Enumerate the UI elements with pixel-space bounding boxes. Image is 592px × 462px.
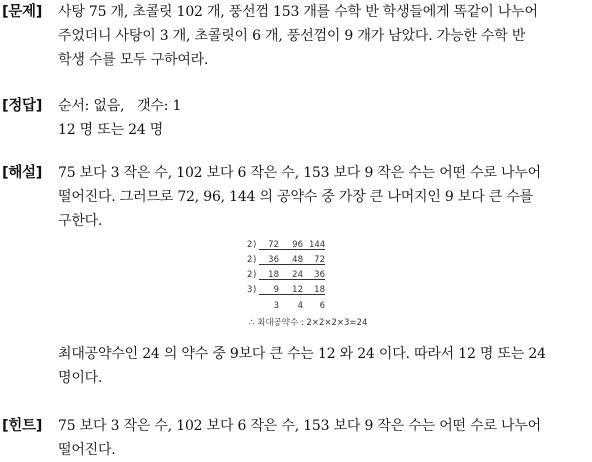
ladder-divisor: 3 [247,285,253,295]
problem-line: 주었더니 사탕이 3 개, 초콜릿이 6 개, 풍선껌이 9 개가 남았다. 가능한 수학 반 [58,28,526,44]
ladder-number: 144 [309,240,326,250]
answer-tag: [정답] [2,98,43,114]
ladder-number: 36 [314,270,325,280]
hint-line: 75 보다 3 작은 수, 102 보다 6 작은 수, 153 보다 9 작은 수는 어떤 수로 나누어 [58,418,541,434]
hint-tag: [힌트] [2,418,43,434]
conclusion-line: 명이다. [58,370,103,386]
answer-line: 12 명 또는 24 명 [58,122,164,138]
ladder-divisor: 2 [247,255,253,265]
explanation-text [58,161,586,233]
answer-text [58,94,586,142]
problem-text [58,0,586,72]
ladder-number: 72 [314,255,325,265]
ladder-number: 18 [268,270,279,280]
ladder-divisor: 2 [247,240,253,250]
ladder-number: 72 [268,240,279,250]
answer-line: 순서: 없음, 갯수: 1 [58,98,182,114]
problem-line: 사탕 75 개, 초콜릿 102 개, 풍선껌 153 개를 수학 반 학생들에게 똑같이 나누어 [58,4,538,20]
explanation-tag: [해설] [2,165,43,181]
ladder-number: 9 [273,285,279,295]
ladder-divisor: 2 [247,270,253,280]
ladder-bracket: ) [253,240,257,250]
problem-tag: [문제] [2,4,43,20]
conclusion-text [58,342,586,390]
ladder-number: 96 [292,240,303,250]
hint-line: 떨어진다. [58,442,116,458]
ladder-number: 3 [273,301,279,311]
ladder-divider-line [259,249,325,250]
ladder-division-diagram [247,238,417,330]
ladder-number: 4 [297,301,303,311]
ladder-divider-line [259,279,325,280]
ladder-number: 48 [292,255,303,265]
ladder-number: 12 [292,285,303,295]
ladder-number: 6 [319,301,325,311]
problem-line: 학생 수를 모두 구하여라. [58,52,209,68]
hint-text [58,414,586,462]
ladder-number: 24 [292,270,303,280]
gcd-result: ∴ 최대공약수 : 2×2×2×3=24 [249,318,368,328]
ladder-number: 18 [314,285,325,295]
conclusion-line: 최대공약수인 24 의 약수 중 9보다 큰 수는 12 와 24 이다. 따라서 12 명 또는 24 [58,346,546,362]
ladder-number: 36 [268,255,279,265]
ladder-divider-line [259,294,325,295]
explanation-line: 떨어진다. 그러므로 72, 96, 144 의 공약수 중 가장 큰 나머지인 9 보다 큰 수를 [58,189,534,205]
explanation-line: 75 보다 3 작은 수, 102 보다 6 작은 수, 153 보다 9 작은 수는 어떤 수로 나누어 [58,165,541,181]
explanation-line: 구한다. [58,213,103,229]
ladder-bracket: ) [253,270,257,280]
ladder-bracket: ) [253,285,257,295]
ladder-bracket: ) [253,255,257,265]
ladder-divider-line [259,264,325,265]
